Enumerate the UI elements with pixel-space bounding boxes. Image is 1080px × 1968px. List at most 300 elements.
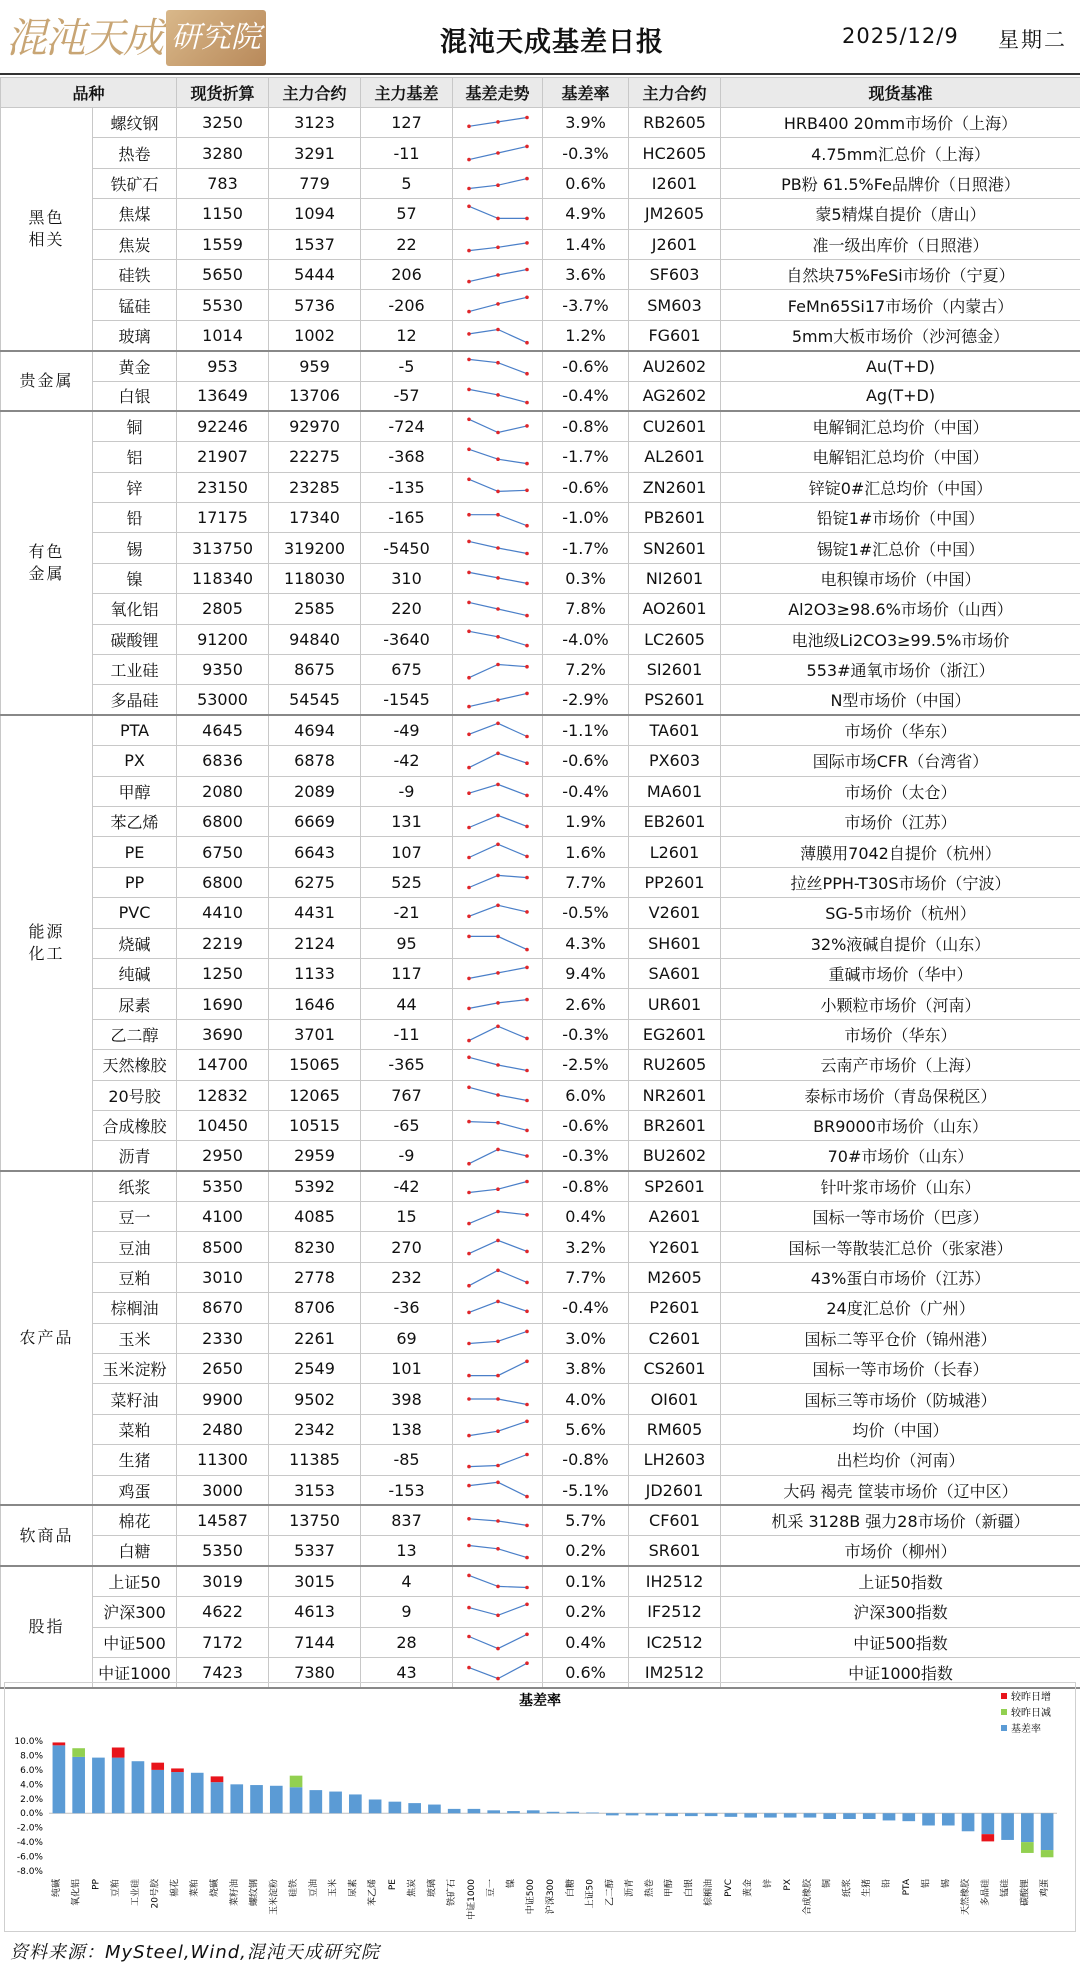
contract-code: RB2605	[629, 108, 721, 138]
bar-daily-change	[171, 1768, 184, 1772]
table-row	[1, 381, 1080, 411]
variety-name: 豆一	[93, 1202, 177, 1232]
sparkline-line	[469, 1664, 527, 1679]
spot-price: 783	[177, 168, 269, 198]
contract-code: OI601	[629, 1384, 721, 1414]
col-header-futures: 主力合约	[269, 78, 361, 108]
x-tick-label: 纸浆	[842, 1879, 853, 1898]
category-cell: 黑色 相关	[1, 108, 93, 351]
spot-price: 17175	[177, 503, 269, 533]
basis-trend-sparkline	[453, 168, 543, 198]
variety-name: 镍	[93, 563, 177, 593]
basis-value: -49	[361, 715, 453, 745]
contract-code: SM603	[629, 290, 721, 320]
sparkline-point	[525, 1524, 529, 1528]
bar-basis-rate	[764, 1813, 777, 1817]
futures-price: 7380	[269, 1657, 361, 1687]
bar-basis-rate	[92, 1758, 105, 1814]
sparkline-point	[525, 824, 529, 828]
contract-code: SI2601	[629, 655, 721, 685]
variety-name: PVC	[93, 898, 177, 928]
sparkline-point	[525, 241, 529, 245]
basis-trend-sparkline	[453, 989, 543, 1019]
x-tick-label: 20号胶	[150, 1879, 161, 1909]
basis-trend-sparkline	[453, 1171, 543, 1201]
benchmark-text: 铅锭1#市场价（中国）	[721, 503, 1080, 533]
table-header-row	[1, 78, 1080, 108]
basis-value: 95	[361, 928, 453, 958]
x-tick-label: 甲醇	[664, 1879, 675, 1898]
benchmark-text: 国标一等散装汇总价（张家港）	[721, 1232, 1080, 1262]
basis-rate: -0.6%	[543, 472, 629, 502]
basis-rate: 1.9%	[543, 806, 629, 836]
sparkline-svg	[463, 231, 533, 257]
col-header-benchmark: 现货基准	[721, 78, 1080, 108]
bar-basis-rate	[112, 1758, 125, 1814]
futures-price: 4694	[269, 715, 361, 745]
variety-name: 铝	[93, 442, 177, 472]
variety-name: 沥青	[93, 1141, 177, 1171]
spot-price: 6800	[177, 867, 269, 897]
x-tick-label: 焦炭	[407, 1879, 418, 1898]
sparkline-point	[496, 1481, 500, 1485]
table-row	[1, 320, 1080, 350]
sparkline-point	[467, 630, 471, 634]
benchmark-text: 薄膜用7042自提价（杭州）	[721, 837, 1080, 867]
spot-price: 14700	[177, 1050, 269, 1080]
basis-rate: -0.8%	[543, 1171, 629, 1201]
table-row	[1, 594, 1080, 624]
sparkline-point	[496, 903, 500, 907]
table-row	[1, 1445, 1080, 1475]
sparkline-point	[496, 457, 500, 461]
sparkline-svg	[463, 778, 533, 804]
sparkline-svg	[463, 1143, 533, 1169]
report-header	[0, 0, 1080, 75]
contract-code: PB2601	[629, 503, 721, 533]
sparkline-point	[467, 935, 471, 939]
basis-trend-sparkline	[453, 1019, 543, 1049]
spot-price: 10450	[177, 1110, 269, 1140]
x-tick-label: 生猪	[862, 1879, 873, 1898]
sparkline-point	[496, 1340, 500, 1344]
sparkline-point	[496, 302, 500, 306]
variety-name: 硅铁	[93, 259, 177, 289]
basis-rate: 1.2%	[543, 320, 629, 350]
sparkline-point	[496, 1613, 500, 1617]
basis-value: 117	[361, 958, 453, 988]
variety-name: 上证50	[93, 1566, 177, 1596]
basis-rate: 3.8%	[543, 1354, 629, 1384]
variety-name: 鸡蛋	[93, 1475, 177, 1505]
sparkline-svg	[463, 1295, 533, 1321]
sparkline-point	[525, 115, 529, 119]
futures-price: 6643	[269, 837, 361, 867]
basis-value: -11	[361, 138, 453, 168]
basis-trend-sparkline	[453, 320, 543, 350]
futures-price: 54545	[269, 685, 361, 715]
futures-price: 5392	[269, 1171, 361, 1201]
variety-name: 黄金	[93, 351, 177, 381]
variety-name: 焦煤	[93, 199, 177, 229]
basis-trend-sparkline	[453, 1566, 543, 1596]
futures-price: 1646	[269, 989, 361, 1019]
basis-trend-sparkline	[453, 1384, 543, 1414]
sparkline-point	[467, 1517, 471, 1521]
basis-trend-sparkline	[453, 1536, 543, 1566]
basis-value: 270	[361, 1232, 453, 1262]
y-tick-label: -8.0%	[16, 1867, 43, 1877]
y-tick-label: 4.0%	[20, 1780, 43, 1791]
contract-code: A2601	[629, 1202, 721, 1232]
futures-price: 94840	[269, 624, 361, 654]
sparkline-point	[467, 1543, 471, 1547]
sparkline-line	[469, 1422, 527, 1436]
sparkline-svg	[463, 1538, 533, 1564]
contract-code: TA601	[629, 715, 721, 745]
basis-rate: -0.3%	[543, 1141, 629, 1171]
x-tick-label: PE	[387, 1879, 398, 1891]
sparkline-svg	[463, 1052, 533, 1078]
sparkline-point	[525, 401, 529, 405]
bar-basis-rate	[132, 1761, 145, 1813]
basis-trend-sparkline	[453, 898, 543, 928]
basis-rate: 0.4%	[543, 1202, 629, 1232]
benchmark-text: 电池级Li2CO3≥99.5%市场价	[721, 624, 1080, 654]
table-row	[1, 1171, 1080, 1201]
table-row	[1, 1202, 1080, 1232]
benchmark-text: 重碱市场价（华中）	[721, 958, 1080, 988]
sparkline-svg	[463, 657, 533, 683]
sparkline-point	[496, 151, 500, 155]
contract-code: LC2605	[629, 624, 721, 654]
spot-price: 9350	[177, 655, 269, 685]
sparkline-point	[467, 158, 471, 162]
x-tick-label: 菜籽油	[229, 1879, 240, 1907]
benchmark-text: 云南产市场价（上海）	[721, 1050, 1080, 1080]
sparkline-point	[525, 1280, 529, 1284]
sparkline-point	[525, 1420, 529, 1424]
sparkline-point	[496, 1374, 500, 1378]
futures-price: 22275	[269, 442, 361, 472]
spot-price: 6800	[177, 806, 269, 836]
contract-code: SR601	[629, 1536, 721, 1566]
table-row	[1, 1414, 1080, 1444]
sparkline-point	[525, 1602, 529, 1606]
sparkline-line	[469, 1482, 527, 1496]
basis-value: 9	[361, 1597, 453, 1627]
sparkline-point	[525, 910, 529, 914]
sparkline-svg	[463, 961, 533, 987]
basis-trend-sparkline	[453, 472, 543, 502]
sparkline-svg	[463, 869, 533, 895]
basis-rate: 7.7%	[543, 867, 629, 897]
basis-trend-sparkline	[453, 351, 543, 381]
table-row	[1, 1293, 1080, 1323]
basis-rate: 7.8%	[543, 594, 629, 624]
benchmark-text: 中证500指数	[721, 1627, 1080, 1657]
sparkline-point	[496, 393, 500, 397]
y-tick-label: 8.0%	[20, 1751, 43, 1762]
basis-rate: 0.1%	[543, 1566, 629, 1596]
source-footer: 资料来源：MySteel,Wind,混沌天成研究院	[10, 1942, 380, 1963]
basis-trend-sparkline	[453, 229, 543, 259]
bar-basis-rate	[1001, 1813, 1014, 1840]
basis-trend-sparkline	[453, 381, 543, 411]
sparkline-point	[525, 177, 529, 181]
x-tick-label: 氧化铝	[71, 1879, 82, 1907]
table-body	[1, 108, 1080, 1688]
contract-code: NI2601	[629, 563, 721, 593]
sparkline-point	[496, 576, 500, 580]
sparkline-point	[467, 1283, 471, 1287]
sparkline-svg	[463, 1204, 533, 1230]
table-row	[1, 1080, 1080, 1110]
basis-trend-sparkline	[453, 1505, 543, 1535]
benchmark-text: BR9000市场价（山东）	[721, 1110, 1080, 1140]
y-tick-label: -2.0%	[16, 1823, 43, 1834]
legend-label: 基差率	[1011, 1724, 1041, 1735]
table-row	[1, 1384, 1080, 1414]
sparkline-point	[496, 1239, 500, 1243]
table-row	[1, 1536, 1080, 1566]
sparkline-point	[496, 1584, 500, 1588]
futures-price: 2124	[269, 928, 361, 958]
basis-rate: 0.2%	[543, 1597, 629, 1627]
sparkline-point	[467, 766, 471, 770]
table-row	[1, 655, 1080, 685]
x-tick-label: 烧碱	[210, 1879, 220, 1898]
sparkline-svg	[463, 809, 533, 835]
table-row	[1, 503, 1080, 533]
basis-rate: 9.4%	[543, 958, 629, 988]
sparkline-point	[496, 273, 500, 277]
basis-rate: -2.5%	[543, 1050, 629, 1080]
contract-code: LH2603	[629, 1445, 721, 1475]
benchmark-text: 准一级出库价（日照港）	[721, 229, 1080, 259]
variety-name: 锰硅	[93, 290, 177, 320]
spot-price: 4100	[177, 1202, 269, 1232]
spot-price: 4622	[177, 1597, 269, 1627]
sparkline-svg	[463, 1508, 533, 1534]
contract-code: HC2605	[629, 138, 721, 168]
sparkline-svg	[463, 322, 533, 348]
contract-code: PX603	[629, 746, 721, 776]
sparkline-point	[496, 1547, 500, 1551]
futures-price: 6878	[269, 746, 361, 776]
basis-trend-sparkline	[453, 1050, 543, 1080]
variety-name: 豆粕	[93, 1262, 177, 1292]
bar-basis-rate	[784, 1813, 797, 1817]
basis-rate: -0.6%	[543, 746, 629, 776]
spot-price: 3690	[177, 1019, 269, 1049]
futures-price: 3701	[269, 1019, 361, 1049]
variety-name: 氧化铝	[93, 594, 177, 624]
sparkline-svg	[463, 140, 533, 166]
sparkline-point	[467, 1252, 471, 1256]
spot-price: 5350	[177, 1536, 269, 1566]
spot-price: 3019	[177, 1566, 269, 1596]
table-row	[1, 199, 1080, 229]
table-row	[1, 806, 1080, 836]
basis-rate: 4.0%	[543, 1384, 629, 1414]
sparkline-point	[525, 552, 529, 556]
x-tick-label: 上证50	[585, 1879, 596, 1909]
basis-trend-sparkline	[453, 1293, 543, 1323]
table-row	[1, 715, 1080, 745]
contract-code: ZN2601	[629, 472, 721, 502]
sparkline-point	[525, 1633, 529, 1637]
sparkline-line	[469, 1211, 527, 1223]
sparkline-svg	[463, 262, 533, 288]
variety-name: 中证1000	[93, 1657, 177, 1687]
basis-rate: 1.6%	[543, 837, 629, 867]
benchmark-text: 国标三等市场价（防城港）	[721, 1384, 1080, 1414]
contract-code: SP2601	[629, 1171, 721, 1201]
category-cell: 贵金属	[1, 351, 93, 412]
x-tick-label: 硅铁	[289, 1879, 300, 1898]
sparkline-point	[525, 216, 529, 220]
basis-trend-sparkline	[453, 259, 543, 289]
sparkline-point	[496, 1268, 500, 1272]
sparkline-svg	[463, 626, 533, 652]
bar-basis-rate	[547, 1812, 560, 1813]
basis-value: 57	[361, 199, 453, 229]
table-row	[1, 563, 1080, 593]
sparkline-point	[496, 216, 500, 220]
table-row	[1, 533, 1080, 563]
contract-code: C2601	[629, 1323, 721, 1353]
sparkline-svg	[463, 1113, 533, 1139]
basis-rate: 3.2%	[543, 1232, 629, 1262]
variety-name: 焦炭	[93, 229, 177, 259]
sparkline-point	[496, 184, 500, 188]
basis-value: -36	[361, 1293, 453, 1323]
table-row	[1, 776, 1080, 806]
x-tick-label: PTA	[901, 1879, 912, 1896]
y-tick-label: 0.0%	[20, 1809, 43, 1820]
sparkline-line	[469, 330, 527, 343]
sparkline-line	[469, 1635, 527, 1649]
variety-name: 沪深300	[93, 1597, 177, 1627]
variety-name: 玉米淀粉	[93, 1354, 177, 1384]
variety-name: 20号胶	[93, 1080, 177, 1110]
bar-daily-change	[290, 1776, 303, 1788]
x-tick-label: 苯乙烯	[368, 1879, 379, 1907]
x-tick-label: 尿素	[348, 1879, 359, 1898]
sparkline-point	[467, 1484, 471, 1488]
benchmark-text: 中证1000指数	[721, 1657, 1080, 1687]
sparkline-point	[525, 1068, 529, 1072]
sparkline-point	[525, 1213, 529, 1217]
basis-value: 837	[361, 1505, 453, 1535]
x-tick-label: 豆油	[308, 1879, 319, 1898]
benchmark-text: 小颗粒市场价（河南）	[721, 989, 1080, 1019]
table-row	[1, 746, 1080, 776]
basis-rate: -0.6%	[543, 351, 629, 381]
bar-basis-rate	[1041, 1813, 1054, 1850]
sparkline-svg	[463, 414, 533, 440]
benchmark-text: 出栏均价（河南）	[721, 1445, 1080, 1475]
basis-trend-sparkline	[453, 563, 543, 593]
bar-basis-rate	[883, 1813, 896, 1820]
chart-svg	[5, 1683, 1075, 1931]
basis-rate: 0.3%	[543, 563, 629, 593]
basis-trend-sparkline	[453, 199, 543, 229]
sparkline-point	[525, 965, 529, 969]
x-tick-label: 沪深300	[546, 1879, 556, 1915]
table-row	[1, 351, 1080, 381]
spot-price: 8670	[177, 1293, 269, 1323]
x-tick-label: 棉花	[170, 1879, 181, 1898]
spot-price: 2330	[177, 1323, 269, 1353]
futures-price: 1094	[269, 199, 361, 229]
table-row	[1, 1323, 1080, 1353]
basis-rate: -0.3%	[543, 138, 629, 168]
table-row	[1, 867, 1080, 897]
benchmark-text: FeMn65Si17市场价（内蒙古）	[721, 290, 1080, 320]
sparkline-point	[467, 1666, 471, 1670]
benchmark-text: 国标一等市场价（巴彦）	[721, 1202, 1080, 1232]
variety-name: 尿素	[93, 989, 177, 1019]
basis-value: -5	[361, 351, 453, 381]
sparkline-point	[525, 691, 529, 695]
bar-basis-rate	[487, 1810, 500, 1813]
x-tick-label: 工业硅	[130, 1879, 141, 1907]
spot-price: 92246	[177, 411, 269, 441]
basis-rate: 0.6%	[543, 168, 629, 198]
spot-price: 313750	[177, 533, 269, 563]
sparkline-point	[467, 1007, 471, 1011]
table-row	[1, 685, 1080, 715]
basis-value: -5450	[361, 533, 453, 563]
legend-swatch	[1001, 1725, 1007, 1731]
basis-rate: 0.4%	[543, 1627, 629, 1657]
sparkline-point	[525, 794, 529, 798]
basis-table	[0, 77, 1080, 1689]
sparkline-point	[496, 751, 500, 755]
sparkline-svg	[463, 1447, 533, 1473]
basis-trend-sparkline	[453, 533, 543, 563]
spot-price: 1014	[177, 320, 269, 350]
basis-value: 206	[361, 259, 453, 289]
sparkline-point	[467, 1374, 471, 1378]
sparkline-line	[469, 844, 527, 857]
basis-rate: 3.9%	[543, 108, 629, 138]
basis-rate: -0.5%	[543, 898, 629, 928]
sparkline-point	[467, 513, 471, 517]
sparkline-point	[496, 328, 500, 332]
contract-code: CF601	[629, 1505, 721, 1535]
bar-basis-rate	[843, 1813, 856, 1819]
sparkline-point	[496, 1397, 500, 1401]
variety-name: 乙二醇	[93, 1019, 177, 1049]
sparkline-point	[525, 1330, 529, 1334]
sparkline-point	[525, 761, 529, 765]
benchmark-text: HRB400 20mm市场价（上海）	[721, 108, 1080, 138]
sparkline-point	[525, 1453, 529, 1457]
basis-rate: 5.7%	[543, 1505, 629, 1535]
sparkline-point	[525, 1179, 529, 1183]
bar-basis-rate	[725, 1813, 738, 1817]
contract-code: AL2601	[629, 442, 721, 472]
sparkline-point	[496, 1093, 500, 1097]
sparkline-line	[469, 419, 527, 432]
sparkline-point	[496, 1147, 500, 1151]
spot-price: 6750	[177, 837, 269, 867]
spot-price: 14587	[177, 1505, 269, 1535]
bar-basis-rate	[902, 1813, 915, 1821]
